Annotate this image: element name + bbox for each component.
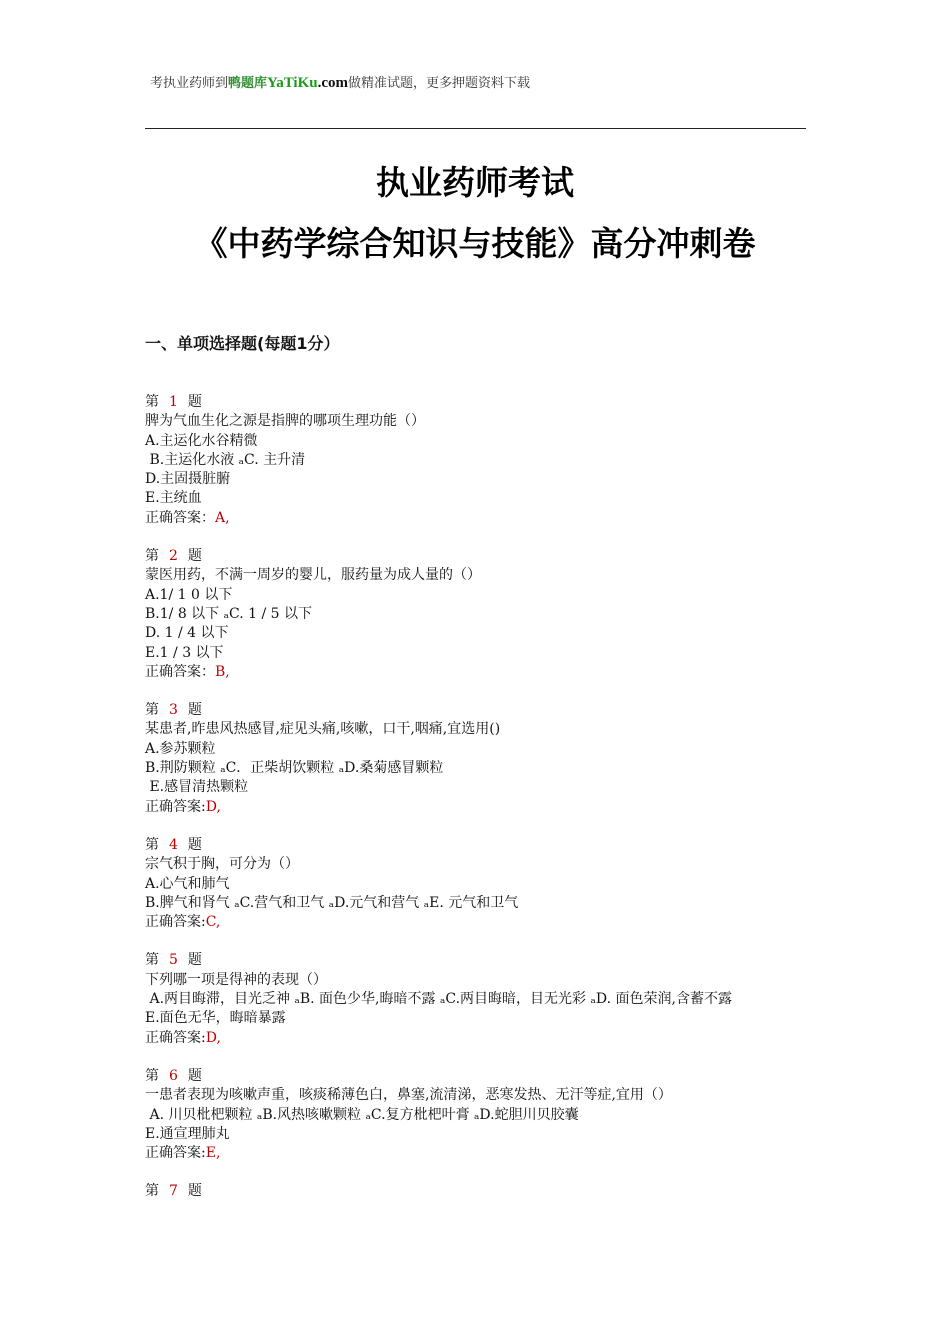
question-label-prefix: 第 xyxy=(145,952,159,969)
correct-answer-line xyxy=(145,509,815,528)
question-stem: 脾为气血生化之源是指脾的哪项生理功能（） xyxy=(145,413,425,430)
answer-option-line: E.感冒清热颗粒 xyxy=(145,779,249,796)
question-item xyxy=(145,393,815,528)
question-number: 3 xyxy=(169,702,178,719)
section-heading: 一、单项选择题(每题1分） xyxy=(145,334,340,353)
correct-answer-value: C, xyxy=(205,914,221,931)
question-stem: 宗气积于胸，可分为（） xyxy=(145,856,299,873)
answer-option-line: E.面色无华，晦暗暴露 xyxy=(145,1010,286,1027)
question-number-line xyxy=(145,836,815,855)
brand-domain[interactable]: .com xyxy=(317,75,349,91)
question-item xyxy=(145,1182,815,1201)
question-label-suffix: 题 xyxy=(187,836,202,853)
correct-answer-label: 正确答案: xyxy=(145,1029,206,1046)
question-number: 4 xyxy=(169,836,178,853)
correct-answer-line xyxy=(145,913,815,932)
page-header xyxy=(150,72,530,92)
question-item xyxy=(145,1067,815,1163)
question-number: 6 xyxy=(169,1067,178,1084)
question-label-suffix: 题 xyxy=(187,702,202,719)
correct-answer-value: E, xyxy=(205,1145,221,1162)
question-number-line xyxy=(145,1067,815,1086)
correct-answer-label: 正确答案: xyxy=(145,1145,206,1162)
answer-option-line: B.主运化水液 ﻿ₐC. 主升清 xyxy=(145,451,306,468)
question-label-prefix: 第 xyxy=(145,1183,159,1200)
correct-answer-line xyxy=(145,1029,815,1048)
question-label-prefix: 第 xyxy=(145,836,159,853)
question-item xyxy=(145,951,815,1047)
answer-option-line: D.主固摄脏腑 xyxy=(145,471,231,488)
correct-answer-label: 正确答案： xyxy=(145,663,215,680)
answer-option-line: A.心气和肺气 xyxy=(145,875,230,892)
answer-option-line: B.荆防颗粒 ₐC．正柴胡饮颗粒 ₐD.桑菊感冒颗粒 xyxy=(145,760,444,777)
answer-option-line: A.两目晦滞，目光乏神 ₐB. 面色少华,晦暗不露 ₐC.两目晦暗，目无光彩 ₐD. 面色荣润,含蓄不露 xyxy=(145,991,732,1008)
correct-answer-value: A, xyxy=(215,509,230,526)
question-number: 2 xyxy=(169,548,178,565)
question-stem: 下列哪一项是得神的表现（） xyxy=(145,971,327,988)
question-number-line xyxy=(145,393,815,412)
header-suffix: 做精准试题，更多押题资料下载 xyxy=(348,76,531,91)
correct-answer-line xyxy=(145,798,815,817)
correct-answer-label: 正确答案： xyxy=(145,509,215,526)
question-label-suffix: 题 xyxy=(187,1067,202,1084)
question-item xyxy=(145,836,815,932)
brand-name-cn[interactable]: 鸭题库 xyxy=(228,76,268,91)
question-label-suffix: 题 xyxy=(187,952,202,969)
answer-option-line: B.脾气和肾气 ₐC.营气和卫气 ₐD.元气和营气 ₐE. 元气和卫气 xyxy=(145,894,519,911)
answer-option-line: A.1/ 1 0 以下 xyxy=(145,586,233,603)
correct-answer-value: D, xyxy=(205,798,221,815)
question-stem: 某患者,昨患风热感冒,症见头痛,咳嗽，口干,咽痛,宜选用() xyxy=(145,721,501,738)
answer-option-line: A. 川贝枇杷颗粒 ₐB.风热咳嗽颗粒 ₐC.复方枇杷叶膏 ₐD.蛇胆川贝胶囊 xyxy=(145,1106,579,1123)
answer-option-line: E.1 / 3 以下 xyxy=(145,644,224,661)
answer-option-line: E.主统血 xyxy=(145,490,202,507)
header-divider xyxy=(145,128,806,129)
question-stem: 蒙医用药，不满一周岁的婴儿，服药量为成人量的（） xyxy=(145,567,481,584)
question-number-line xyxy=(145,951,815,970)
question-label-suffix: 题 xyxy=(187,548,202,565)
question-number-line xyxy=(145,547,815,566)
question-label-suffix: 题 xyxy=(187,394,202,410)
question-item xyxy=(145,701,815,817)
question-label-prefix: 第 xyxy=(145,548,159,565)
question-label-suffix: 题 xyxy=(187,1183,202,1200)
question-number-line xyxy=(145,701,815,720)
question-number: 7 xyxy=(169,1183,178,1200)
document-title-line2: 《中药学综合知识与技能》高分冲刺卷 xyxy=(194,224,756,263)
question-label-prefix: 第 xyxy=(145,702,159,719)
question-number: 1 xyxy=(169,394,178,410)
correct-answer-value: D, xyxy=(205,1029,221,1046)
question-number-line xyxy=(145,1182,815,1201)
answer-option-line: A.主运化水谷精微 xyxy=(145,432,258,449)
answer-option-line: A.参苏颗粒 xyxy=(145,740,216,757)
correct-answer-label: 正确答案: xyxy=(145,798,206,815)
correct-answer-line xyxy=(145,1144,815,1163)
answer-option-line: D. 1 / 4 以下 xyxy=(145,625,229,642)
document-title-line1: 执业药师考试 xyxy=(376,163,574,202)
answer-option-line: B.1/ 8 以下 ₐC. 1 / 5 以下 xyxy=(145,605,313,622)
header-prefix: 考执业药师到 xyxy=(150,76,229,91)
question-list xyxy=(145,393,815,1221)
question-label-prefix: 第 xyxy=(145,394,159,410)
correct-answer-label: 正确答案: xyxy=(145,914,206,931)
correct-answer-value: B, xyxy=(215,663,230,680)
question-item xyxy=(145,547,815,682)
question-label-prefix: 第 xyxy=(145,1067,159,1084)
brand-name-en[interactable]: YaTiKu xyxy=(267,75,318,91)
correct-answer-line xyxy=(145,663,815,682)
answer-option-line: E.通宣理肺丸 xyxy=(145,1125,230,1142)
question-stem: 一患者表现为咳嗽声重，咳痰稀薄色白，鼻塞,流清涕，恶寒发热、无汗等症,宜用（） xyxy=(145,1087,672,1104)
question-number: 5 xyxy=(169,952,178,969)
